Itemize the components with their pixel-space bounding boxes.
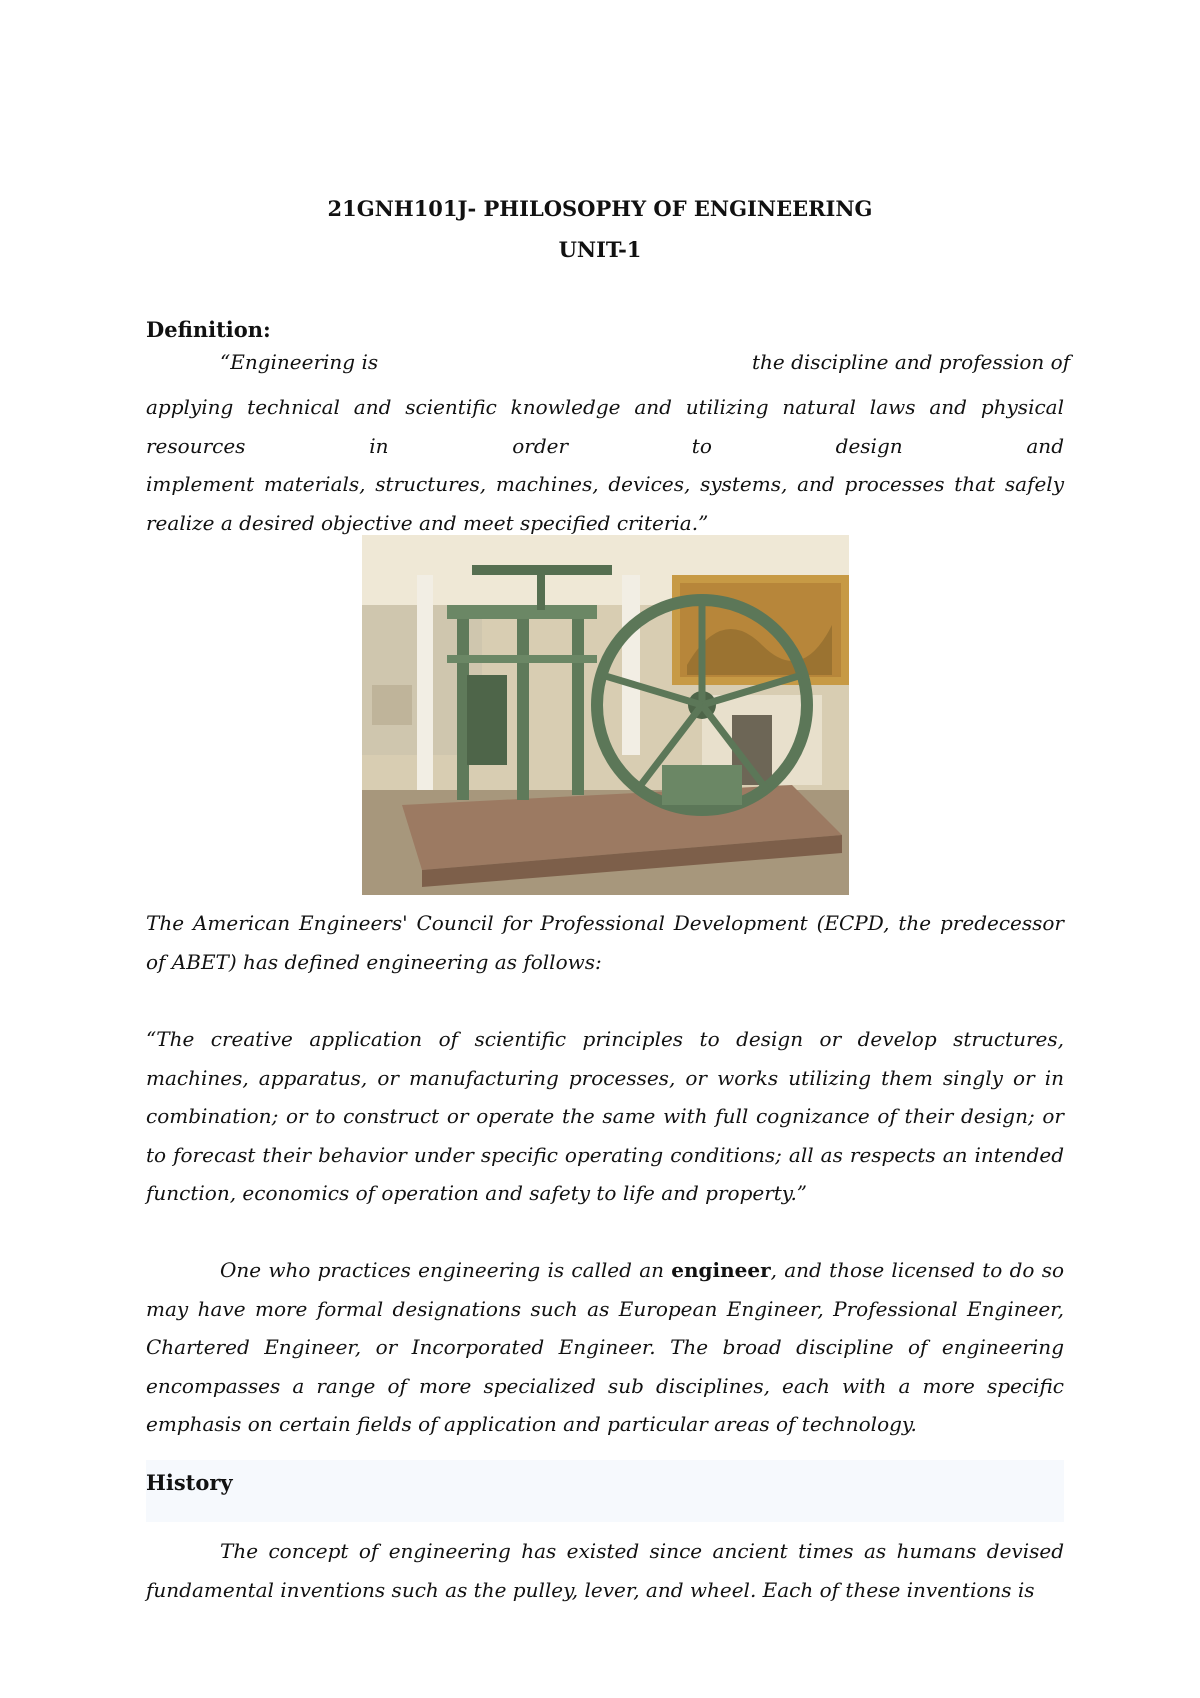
definition-line1-end: the discipline and profession of (752, 350, 1071, 374)
definition-line1-start: “Engineering is (220, 350, 379, 374)
engineer-paragraph (146, 1251, 1064, 1444)
definition-text (146, 388, 1064, 542)
unit-title: UNIT-1 (558, 237, 642, 262)
definition-line: applying technical and scientific knowledge and utilizing natural laws and physical (146, 395, 1064, 419)
steam-engine-photo (362, 535, 849, 895)
engineer-term: engineer (671, 1258, 771, 1282)
engineer-text-before: One who practices engineering is called an (220, 1258, 672, 1282)
history-heading-band (146, 1460, 1064, 1522)
history-heading: History (146, 1470, 233, 1495)
definition-heading: Definition: (146, 317, 271, 342)
ecpd-definition-quote: “The creative application of scientific principles to design or develop structures, machines, apparatus, or manufacturing processes, or works utilizing them singly or in combination; or to construct or operate the same with full cognizance of their design; or to forecast their behavior under specific operating conditions; all as respects an intended function, economics of operation and safety to life and property.” (146, 1027, 1064, 1205)
history-paragraph: The concept of engineering has existed since ancient times as humans devised fundamental inventions such as the pulley, lever, and wheel. Each of these inventions is (146, 1539, 1064, 1602)
ecpd-paragraph: The American Engineers' Council for Professional Development (ECPD, the predecessor of ABET) has defined engineering as follows: (146, 911, 1064, 974)
engineer-text-after: , and those licensed to do so may have more formal designations such as European Engineer, Professional Engineer, Chartered Engineer, or Incorporated Engineer. The broad discipline of engineering encompasses a range of more specialized sub disciplines, each with a more specific emphasis on certain fields of application and particular areas of technology. (146, 1258, 1064, 1436)
watt-steam-engine-photo (362, 535, 849, 895)
definition-line: resources in order to design and (146, 433, 1064, 458)
document-title: 21GNH101J- PHILOSOPHY OF ENGINEERING (327, 196, 873, 221)
definition-line: realize a desired objective and meet specified criteria.” (146, 510, 709, 535)
definition-line: implement materials, structures, machines, devices, systems, and processes that safely (146, 472, 1064, 496)
